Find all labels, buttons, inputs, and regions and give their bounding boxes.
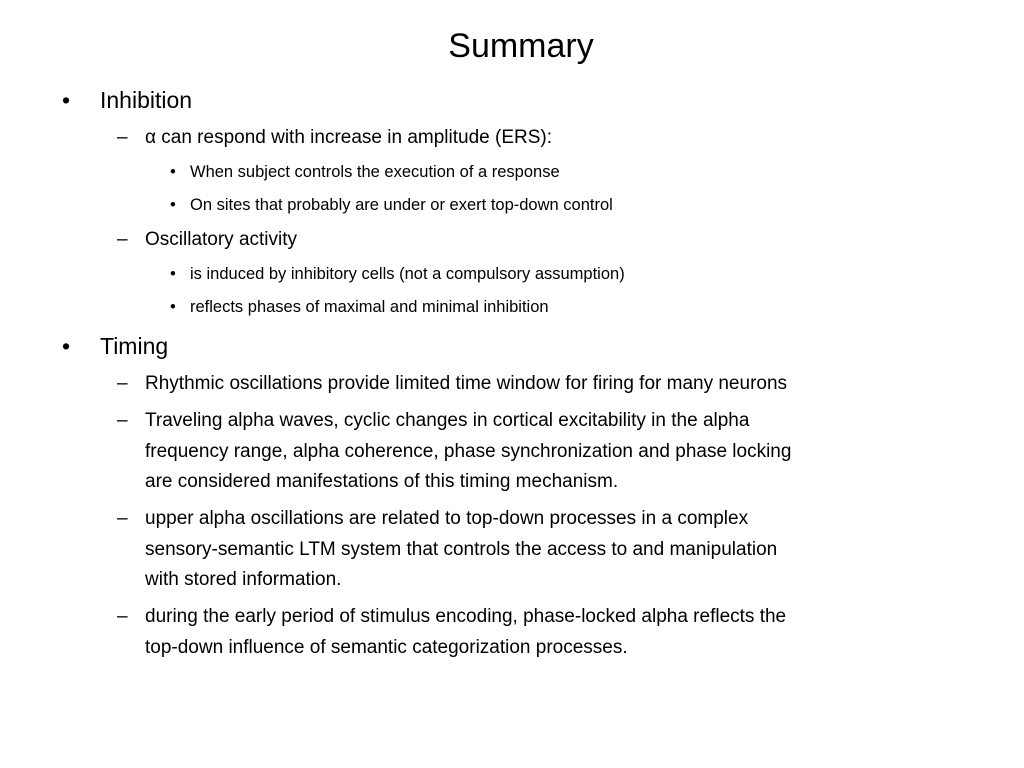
sub-bullet-text: upper alpha oscillations are related to top-down processes in a complex [145, 508, 749, 529]
bullet-marker: • [170, 196, 176, 214]
sub-bullet-text: top-down influence of semantic categorization processes. [145, 637, 628, 658]
bullet-marker: • [62, 333, 71, 359]
sub-bullet-text: Rhythmic oscillations provide limited time window for firing for many neurons [145, 373, 788, 394]
sub-sub-bullet-text: When subject controls the execution of a response [190, 163, 560, 181]
bullet-text: Timing [100, 333, 169, 359]
sub-sub-bullet-text: is induced by inhibitory cells (not a compulsory assumption) [190, 265, 625, 283]
dash-marker: – [117, 606, 128, 627]
sub-bullet-text: are considered manifestations of this timing mechanism. [145, 471, 619, 492]
bullet-marker: • [170, 298, 176, 316]
sub-bullet-text: with stored information. [145, 569, 342, 590]
sub-sub-bullet-text: reflects phases of maximal and minimal inhibition [190, 298, 549, 316]
bullet-marker: • [170, 163, 176, 181]
dash-marker: – [117, 229, 128, 250]
sub-bullet-text: Oscillatory activity [145, 229, 298, 250]
sub-bullet-text: sensory-semantic LTM system that controls the access to and manipulation [145, 539, 778, 560]
sub-bullet-text: Traveling alpha waves, cyclic changes in cortical excitability in the alpha [145, 410, 750, 431]
slide-title: Summary [448, 27, 594, 65]
sub-bullet-text: frequency range, alpha coherence, phase synchronization and phase locking [145, 441, 792, 462]
bullet-marker: • [62, 87, 71, 113]
dash-marker: – [117, 373, 128, 394]
sub-bullet-text: α can respond with increase in amplitude (ERS): [145, 127, 553, 148]
bullet-marker: • [170, 265, 176, 283]
sub-bullet-text: during the early period of stimulus encoding, phase-locked alpha reflects the [145, 606, 787, 627]
dash-marker: – [117, 508, 128, 529]
dash-marker: – [117, 127, 128, 148]
dash-marker: – [117, 410, 128, 431]
bullet-text: Inhibition [100, 87, 193, 113]
sub-sub-bullet-text: On sites that probably are under or exert top-down control [190, 196, 613, 214]
